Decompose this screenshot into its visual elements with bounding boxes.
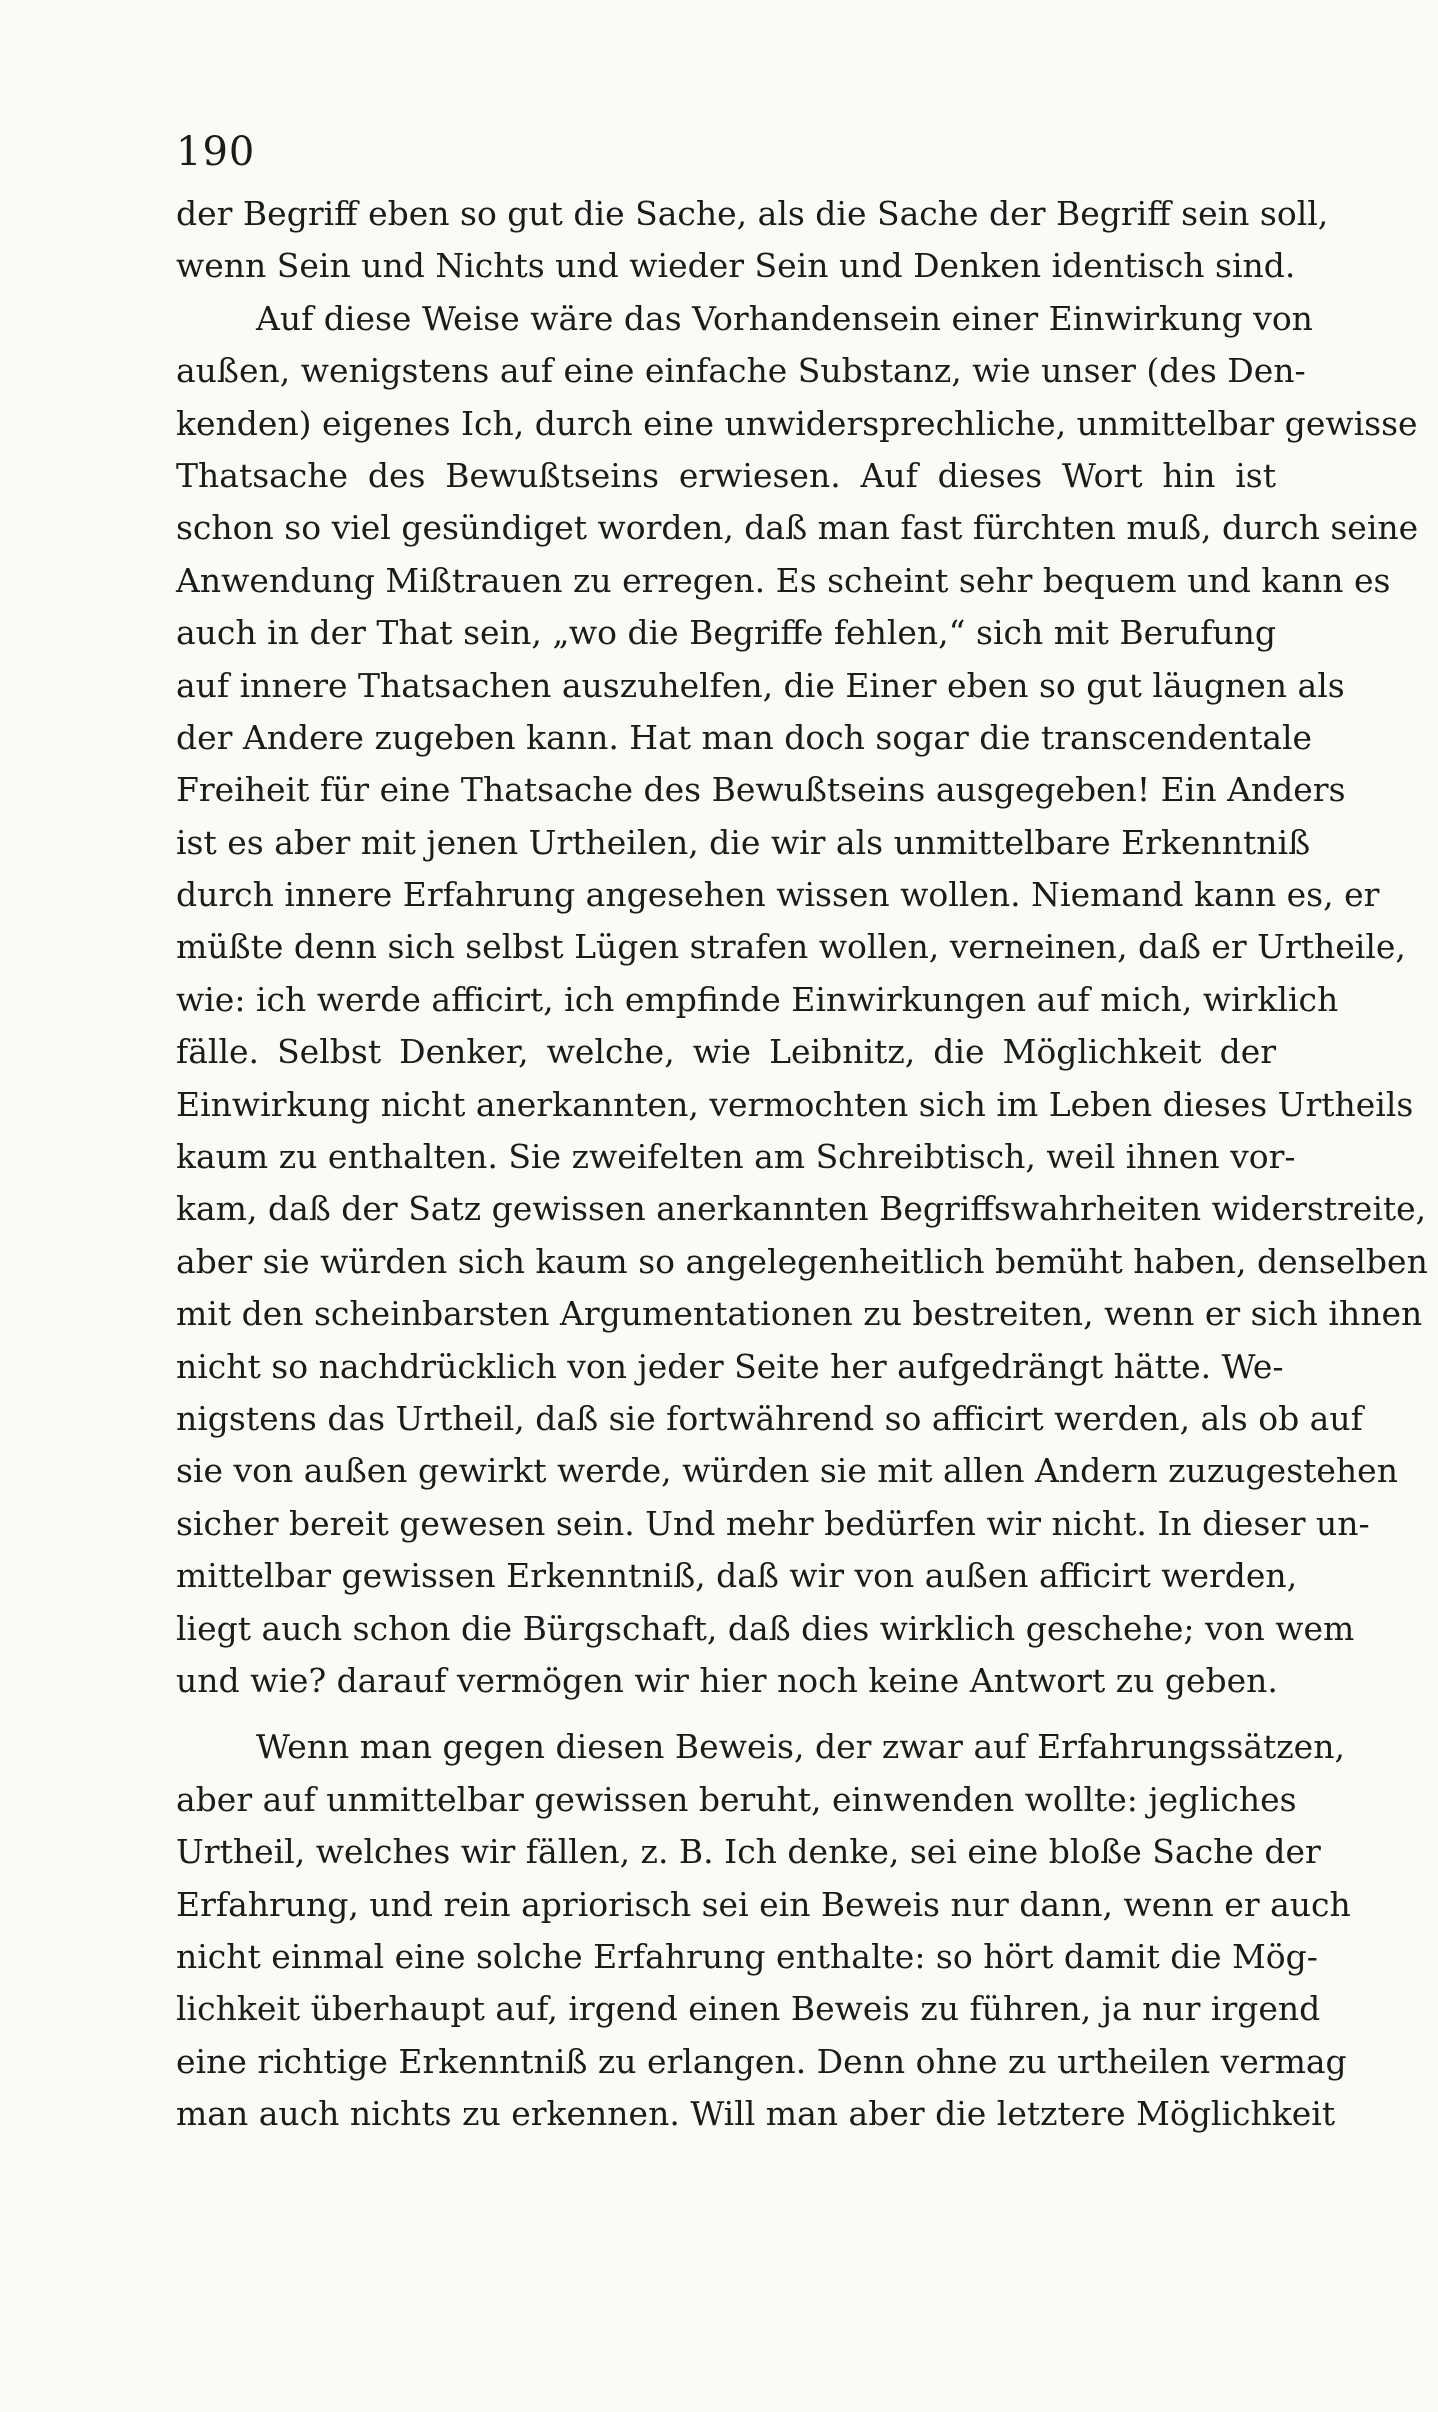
- paragraph-first-line: Auf diese Weise wäre das Vorhandensein einer Einwirkung von: [256, 298, 1313, 338]
- text-line: kenden) eigenes Ich, durch eine unwidersprechliche, unmittelbar gewisse: [176, 403, 1418, 443]
- page-number: 190: [176, 129, 256, 175]
- text-line: außen, wenigstens auf eine einfache Substanz, wie unser (des Den-: [176, 351, 1306, 391]
- text-line: aber sie würden sich kaum so angelegenheitlich bemüht haben, denselben: [176, 1241, 1428, 1281]
- text-line: fälle. Selbst Denker, welche, wie Leibnitz, die Möglichkeit der: [176, 1032, 1276, 1072]
- text-line: Anwendung Mißtrauen zu erregen. Es scheint sehr bequem und kann es: [176, 560, 1391, 600]
- text-line: ist es aber mit jenen Urtheilen, die wir als unmittelbare Erkenntniß: [176, 822, 1311, 862]
- text-line: nicht einmal eine solche Erfahrung enthalte: so hört damit die Mög-: [176, 1936, 1318, 1976]
- text-line: Thatsache des Bewußtseins erwiesen. Auf dieses Wort hin ist: [176, 455, 1276, 495]
- text-line: der Begriff eben so gut die Sache, als die Sache der Begriff sein soll,: [176, 194, 1329, 233]
- paragraph-first-line: Wenn man gegen diesen Beweis, der zwar auf Erfahrungssätzen,: [256, 1727, 1345, 1767]
- text-line: Freiheit für eine Thatsache des Bewußtseins ausgegeben! Ein Anders: [176, 770, 1346, 810]
- text-line: kaum zu enthalten. Sie zweifelten am Schreibtisch, weil ihnen vor-: [176, 1137, 1296, 1177]
- text-line: wie: ich werde afficirt, ich empfinde Einwirkungen auf mich, wirklich: [176, 979, 1339, 1019]
- text-line: kam, daß der Satz gewissen anerkannten Begriffswahrheiten widerstreite,: [176, 1189, 1427, 1229]
- text-line: nigstens das Urtheil, daß sie fortwährend so afficirt werden, als ob auf: [176, 1398, 1363, 1438]
- text-line: Urtheil, welches wir fällen, z. B. Ich denke, sei eine bloße Sache der: [176, 1832, 1321, 1872]
- text-line: man auch nichts zu erkennen. Will man aber die letztere Möglichkeit: [176, 2094, 1336, 2134]
- text-line: liegt auch schon die Bürgschaft, daß dies wirklich geschehe; von wem: [176, 1608, 1355, 1648]
- text-line: müßte denn sich selbst Lügen strafen wollen, verneinen, daß er Urtheile,: [176, 927, 1406, 967]
- text-line: durch innere Erfahrung angesehen wissen wollen. Niemand kann es, er: [176, 875, 1380, 915]
- text-line: der Andere zugeben kann. Hat man doch sogar die transcendentale: [176, 717, 1313, 757]
- text-line: nicht so nachdrücklich von jeder Seite her aufgedrängt hätte. We-: [176, 1346, 1284, 1386]
- text-line: mittelbar gewissen Erkenntniß, daß wir von außen afficirt werden,: [176, 1556, 1298, 1596]
- text-line: schon so viel gesündiget worden, daß man fast fürchten muß, durch seine: [176, 508, 1419, 548]
- text-line: auf innere Thatsachen auszuhelfen, die Einer eben so gut läugnen als: [176, 665, 1345, 705]
- text-line: auch in der That sein, „wo die Begriffe fehlen,“ sich mit Berufung: [176, 613, 1276, 653]
- text-line: wenn Sein und Nichts und wieder Sein und Denken identisch sind.: [176, 246, 1296, 286]
- text-line: sie von außen gewirkt werde, würden sie mit allen Andern zuzugestehen: [176, 1451, 1398, 1491]
- text-line: lichkeit überhaupt auf, irgend einen Beweis zu führen, ja nur irgend: [176, 1989, 1321, 2029]
- body-text: [176, 188, 1428, 2140]
- text-line: eine richtige Erkenntniß zu erlangen. Denn ohne zu urtheilen vermag: [176, 2041, 1347, 2081]
- text-line: mit den scheinbarsten Argumentationen zu bestreiten, wenn er sich ihnen: [176, 1294, 1423, 1334]
- text-line: Einwirkung nicht anerkannten, vermochten sich im Leben dieses Urtheils: [176, 1084, 1414, 1124]
- text-line: sicher bereit gewesen sein. Und mehr bedürfen wir nicht. In dieser un-: [176, 1503, 1370, 1543]
- text-line: aber auf unmittelbar gewissen beruht, einwenden wollte: jegliches: [176, 1779, 1297, 1819]
- text-line: und wie? darauf vermögen wir hier noch keine Antwort zu geben.: [176, 1660, 1278, 1700]
- text-line: Erfahrung, und rein apriorisch sei ein Beweis nur dann, wenn er auch: [176, 1884, 1351, 1924]
